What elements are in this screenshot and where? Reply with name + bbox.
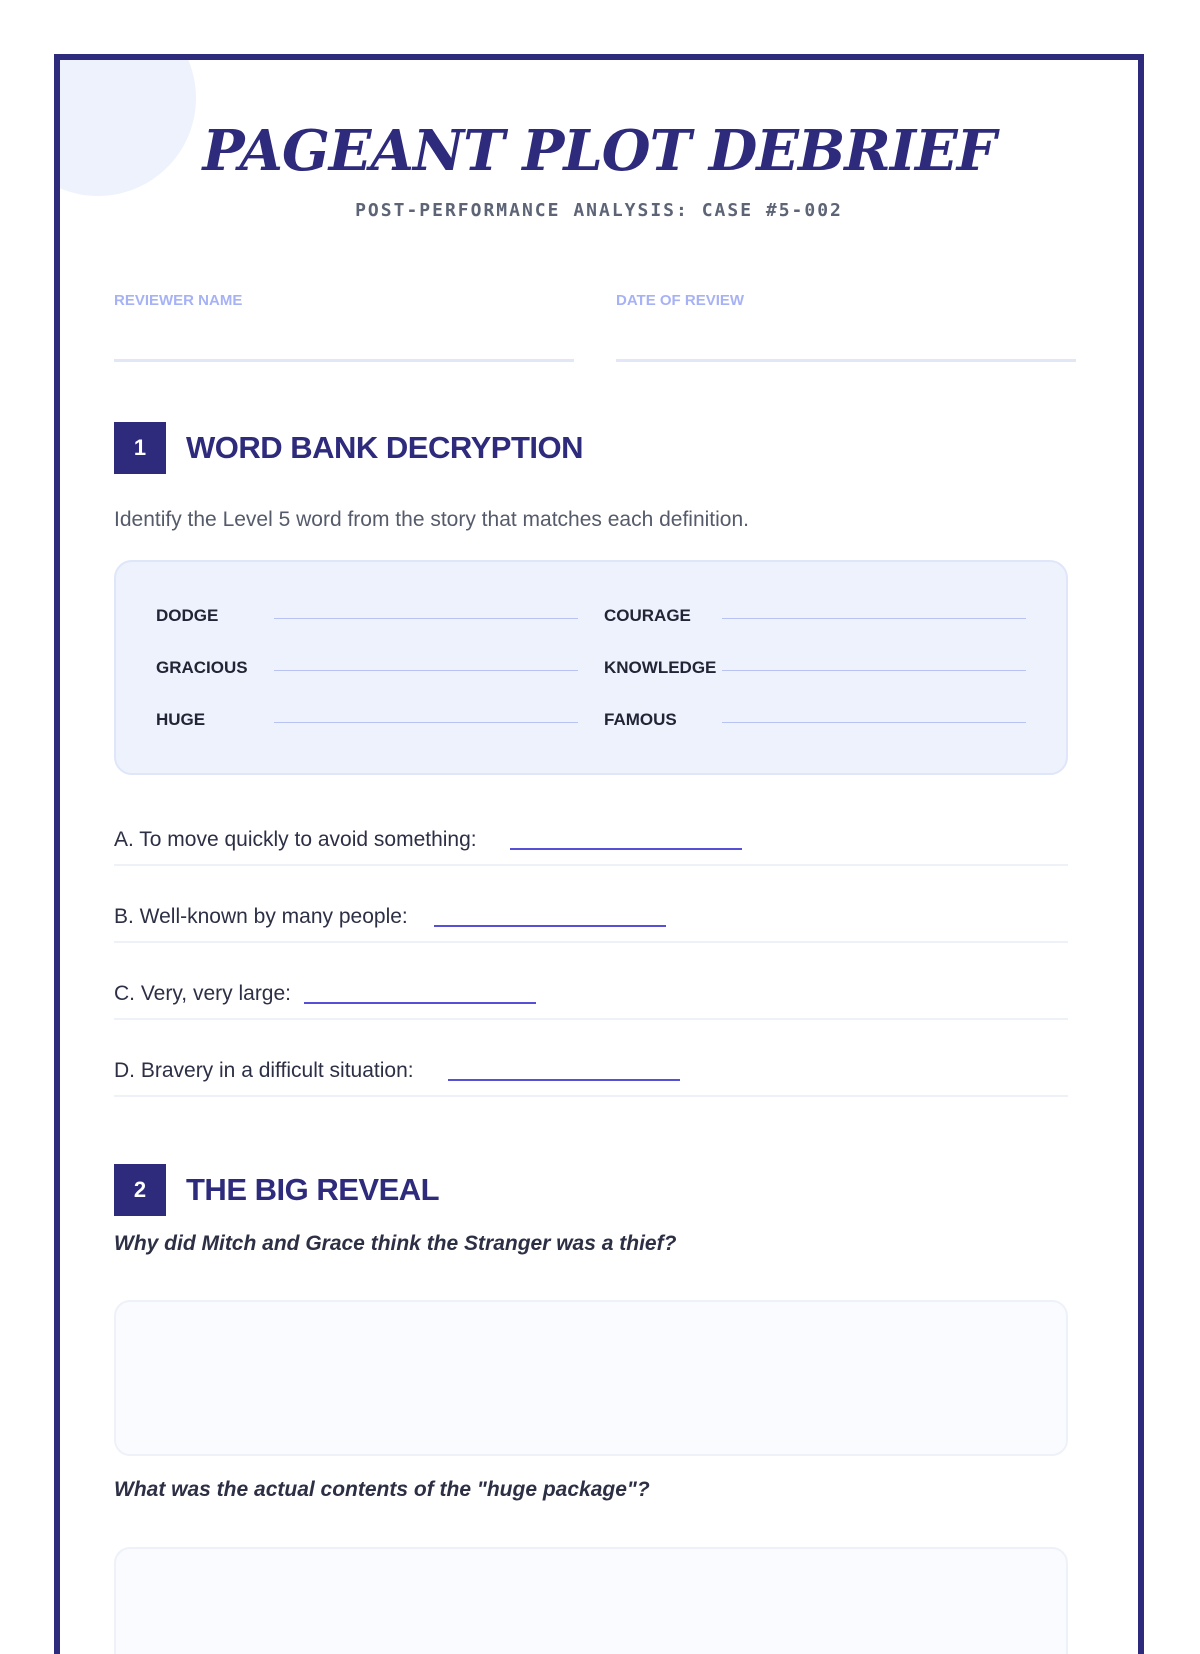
answer-blank[interactable] xyxy=(434,925,666,927)
answer-box[interactable] xyxy=(114,1547,1068,1654)
word-bank-panel xyxy=(114,560,1068,775)
word-bank-line xyxy=(274,722,578,723)
open-question: Why did Mitch and Grace think the Stranger was a thief? xyxy=(114,1232,677,1255)
page-title: PAGEANT PLOT DEBRIEF xyxy=(202,118,996,184)
answer-box[interactable] xyxy=(114,1300,1068,1456)
word-bank-word: KNOWLEDGE xyxy=(604,658,717,677)
word-bank-item xyxy=(604,658,1026,678)
reviewer-name-line[interactable] xyxy=(114,359,574,362)
word-bank-word: DODGE xyxy=(156,606,219,625)
answer-blank[interactable] xyxy=(510,848,742,850)
question-text: C. Very, very large: xyxy=(114,982,292,1005)
reviewer-name-label: REVIEWER NAME xyxy=(114,292,243,309)
word-bank-line xyxy=(722,670,1026,671)
word-bank-line xyxy=(722,722,1026,723)
section-instructions: Identify the Level 5 word from the story that matches each definition. xyxy=(114,508,750,531)
section-number-badge: 2 xyxy=(114,1164,166,1216)
question-text: A. To move quickly to avoid something: xyxy=(114,828,477,851)
reviewer-name-field[interactable] xyxy=(114,292,574,362)
word-bank-item xyxy=(156,658,578,678)
section-1-header xyxy=(114,422,583,474)
word-bank-item xyxy=(604,606,1026,626)
word-bank-word: COURAGE xyxy=(604,606,691,625)
answer-blank[interactable] xyxy=(304,1002,536,1004)
worksheet xyxy=(54,54,1144,1654)
word-bank-item xyxy=(604,710,1026,730)
review-date-field[interactable] xyxy=(616,292,1076,362)
word-bank-word: HUGE xyxy=(156,710,206,729)
definition-question xyxy=(114,978,1068,1020)
definition-question xyxy=(114,901,1068,943)
word-bank-word: FAMOUS xyxy=(604,710,677,729)
section-title: THE BIG REVEAL xyxy=(186,1172,440,1207)
word-bank-item xyxy=(156,606,578,626)
page-subtitle: POST-PERFORMANCE ANALYSIS: CASE #5-002 xyxy=(355,200,843,221)
word-bank-word: GRACIOUS xyxy=(156,658,248,677)
section-2-header xyxy=(114,1164,439,1216)
word-bank-item xyxy=(156,710,578,730)
open-question: What was the actual contents of the "huge package"? xyxy=(114,1478,650,1501)
review-date-label: DATE OF REVIEW xyxy=(616,292,745,309)
answer-blank[interactable] xyxy=(448,1079,680,1081)
question-text: D. Bravery in a difficult situation: xyxy=(114,1059,414,1082)
definition-question xyxy=(114,824,1068,866)
definition-question xyxy=(114,1055,1068,1097)
question-text: B. Well-known by many people: xyxy=(114,905,408,928)
section-title: WORD BANK DECRYPTION xyxy=(186,430,584,465)
word-bank-line xyxy=(274,670,578,671)
review-date-line[interactable] xyxy=(616,359,1076,362)
section-number-badge: 1 xyxy=(114,422,166,474)
word-bank-line xyxy=(722,618,1026,619)
word-bank-line xyxy=(274,618,578,619)
